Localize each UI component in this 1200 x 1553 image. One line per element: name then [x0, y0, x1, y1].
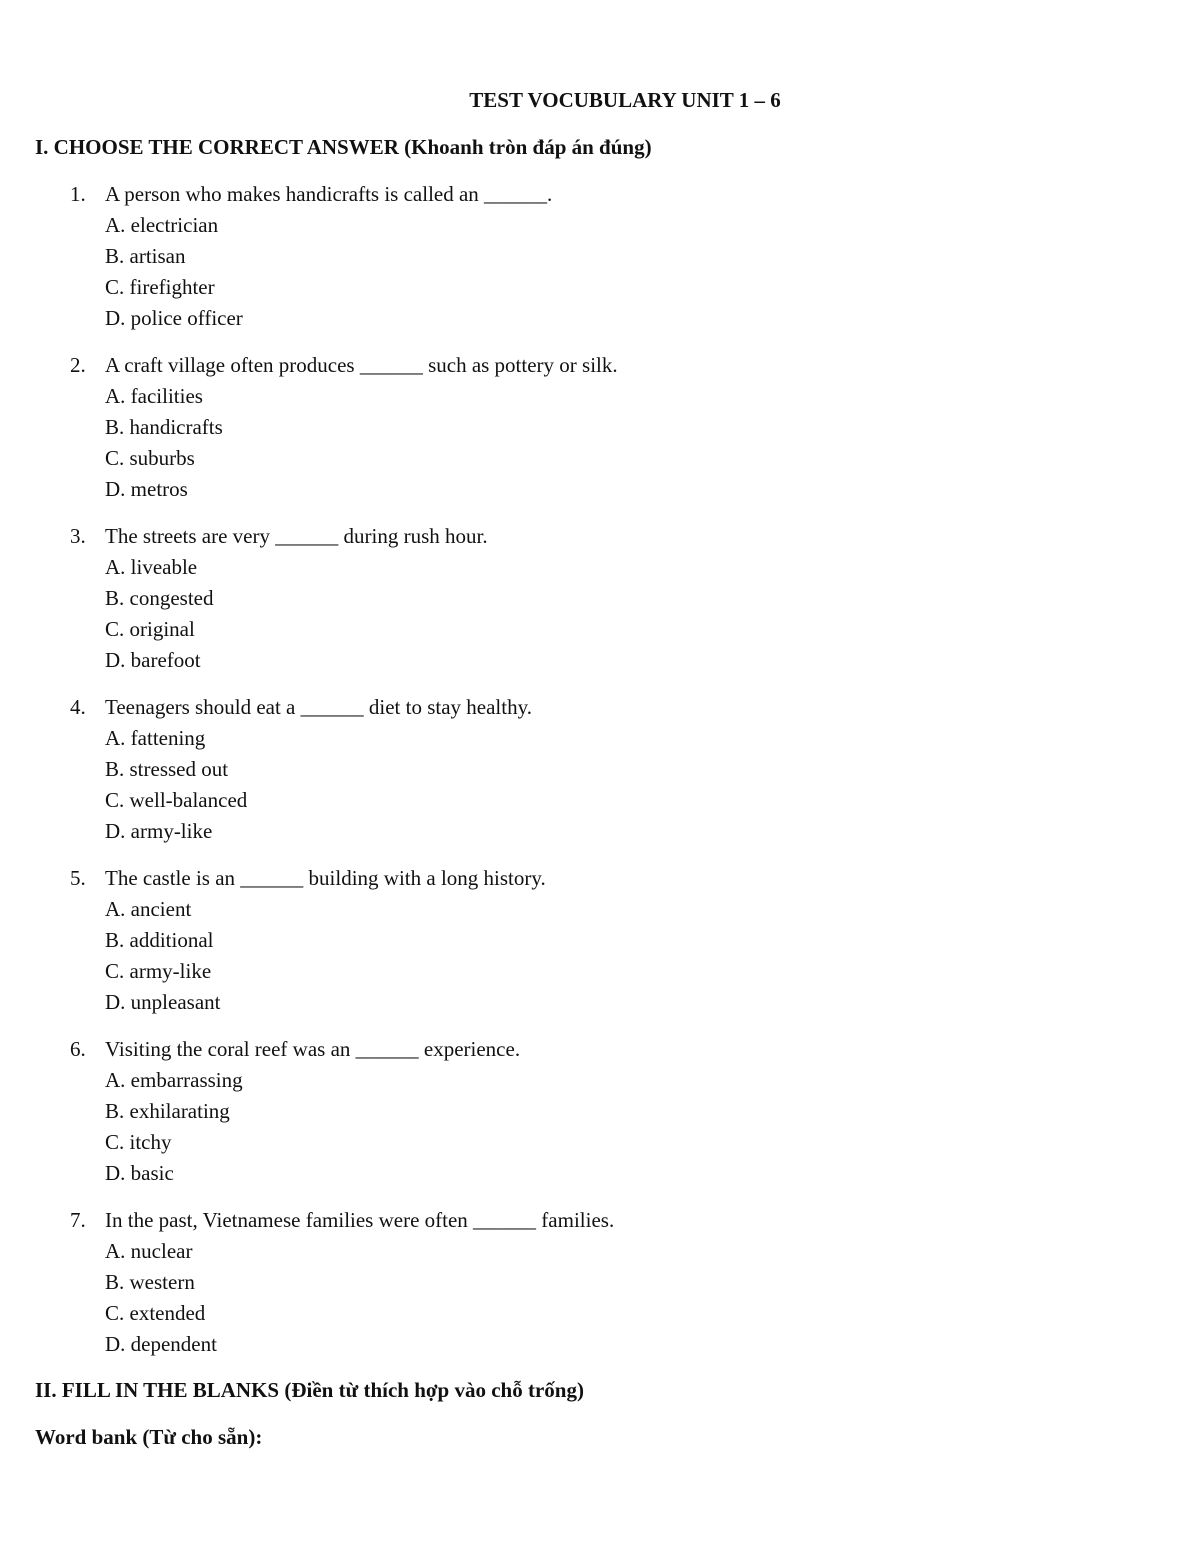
section-2-heading: II. FILL IN THE BLANKS (Điền từ thích hợp vào chỗ trống): [35, 1378, 584, 1402]
question-stem: A person who makes handicrafts is called an ______.: [105, 182, 553, 206]
answer-option[interactable]: B. handicrafts: [105, 415, 223, 439]
question-number: 6.: [70, 1037, 86, 1061]
answer-option[interactable]: B. exhilarating: [105, 1099, 230, 1123]
question-number: 5.: [70, 866, 86, 890]
answer-option[interactable]: D. metros: [105, 477, 188, 501]
answer-option[interactable]: A. ancient: [105, 897, 192, 921]
question-number: 7.: [70, 1208, 86, 1232]
question-text: [35, 692, 1165, 723]
answer-option[interactable]: D. unpleasant: [105, 990, 221, 1014]
answer-option[interactable]: B. western: [105, 1270, 195, 1294]
question-stem: A craft village often produces ______ such as pottery or silk.: [105, 353, 618, 377]
question-item: [35, 1205, 1165, 1360]
answer-option[interactable]: A. electrician: [105, 213, 219, 237]
answer-option[interactable]: C. itchy: [105, 1130, 172, 1154]
question-number: 1.: [70, 182, 86, 206]
question-stem: The castle is an ______ building with a long history.: [105, 866, 546, 890]
question-text: [35, 179, 1165, 210]
section-1-heading: I. CHOOSE THE CORRECT ANSWER (Khoanh tròn đáp án đúng): [35, 135, 652, 159]
answer-option[interactable]: B. artisan: [105, 244, 186, 268]
answer-option[interactable]: A. nuclear: [105, 1239, 193, 1263]
answer-option[interactable]: C. extended: [105, 1301, 206, 1325]
document-title: TEST VOCUBULARY UNIT 1 – 6: [469, 88, 781, 112]
answer-option[interactable]: B. additional: [105, 928, 214, 952]
question-number: 4.: [70, 695, 86, 719]
question-text: [35, 1034, 1165, 1065]
answer-option[interactable]: D. basic: [105, 1161, 174, 1185]
question-text: [35, 350, 1165, 381]
question-stem: In the past, Vietnamese families were often ______ families.: [105, 1208, 615, 1232]
question-text: [35, 863, 1165, 894]
word-bank-label: Word bank (Từ cho sẵn):: [35, 1425, 263, 1449]
question-item: [35, 521, 1165, 676]
question-item: [35, 692, 1165, 847]
question-text: [35, 521, 1165, 552]
answer-option[interactable]: A. fattening: [105, 726, 206, 750]
question-number: 2.: [70, 353, 86, 377]
question-number: 3.: [70, 524, 86, 548]
answer-option[interactable]: C. army-like: [105, 959, 212, 983]
answer-option[interactable]: D. army-like: [105, 819, 213, 843]
answer-option[interactable]: C. suburbs: [105, 446, 195, 470]
question-item: [35, 350, 1165, 505]
answer-option[interactable]: C. well-balanced: [105, 788, 248, 812]
question-item: [35, 179, 1165, 334]
answer-option[interactable]: B. congested: [105, 586, 214, 610]
answer-option[interactable]: B. stressed out: [105, 757, 229, 781]
question-text: [35, 1205, 1165, 1236]
answer-option[interactable]: A. liveable: [105, 555, 198, 579]
answer-option[interactable]: C. original: [105, 617, 195, 641]
answer-option[interactable]: D. dependent: [105, 1332, 217, 1356]
answer-option[interactable]: A. embarrassing: [105, 1068, 243, 1092]
question-stem: Teenagers should eat a ______ diet to stay healthy.: [105, 695, 532, 719]
question-stem: Visiting the coral reef was an ______ experience.: [105, 1037, 521, 1061]
answer-option[interactable]: D. police officer: [105, 306, 243, 330]
answer-option[interactable]: A. facilities: [105, 384, 203, 408]
question-item: [35, 863, 1165, 1018]
question-list: [35, 179, 1165, 1360]
answer-option[interactable]: D. barefoot: [105, 648, 201, 672]
answer-option[interactable]: C. firefighter: [105, 275, 215, 299]
question-item: [35, 1034, 1165, 1189]
question-stem: The streets are very ______ during rush hour.: [105, 524, 488, 548]
